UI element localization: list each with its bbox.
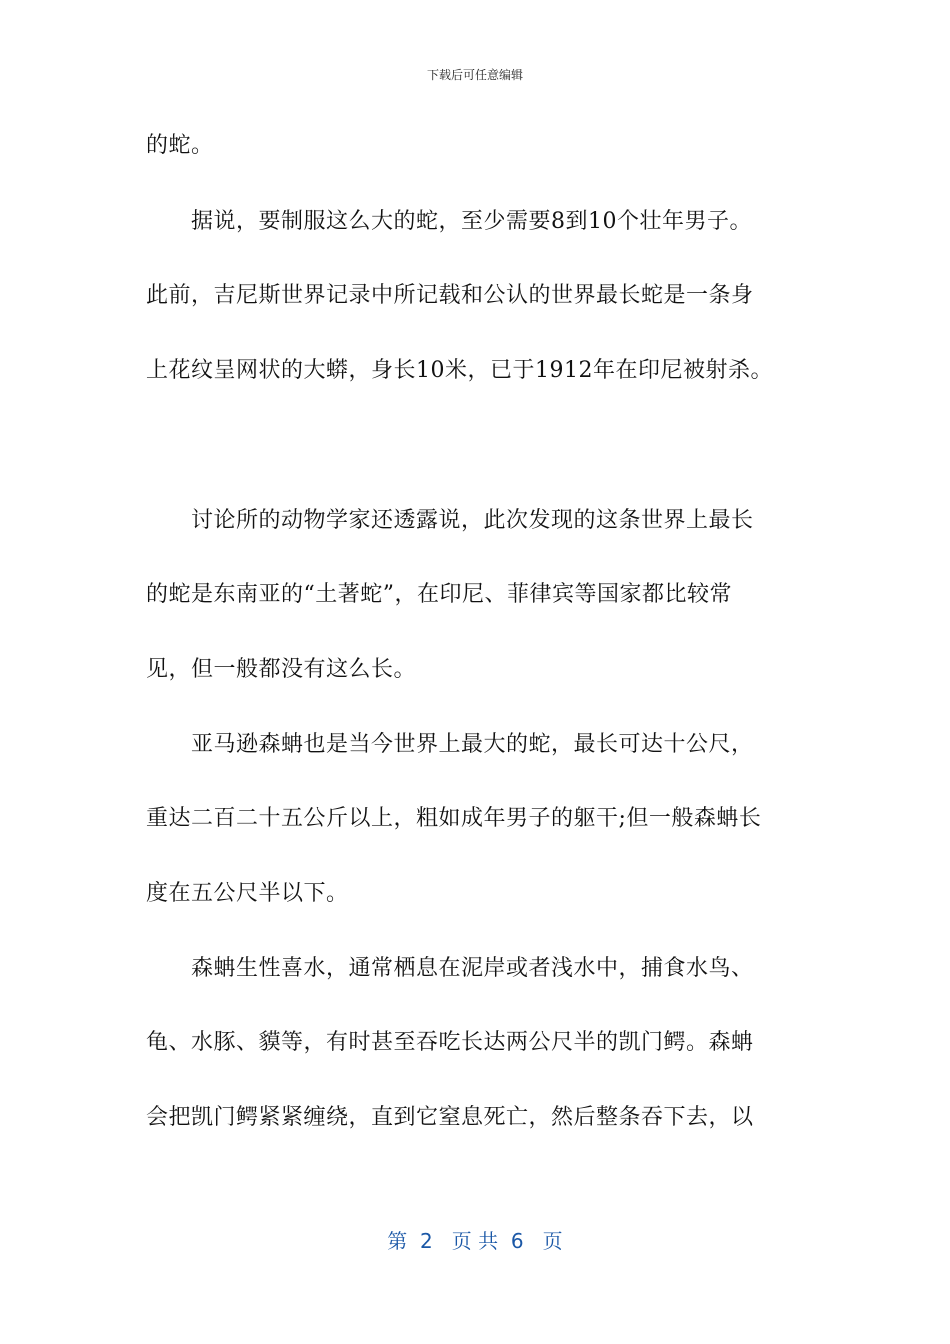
text-line: 亚马逊森蚺也是当今世界上最大的蛇，最长可达十公尺，: [146, 732, 754, 757]
text-line: 的蛇。: [146, 133, 214, 158]
text-line: 重达二百二十五公斤以上，粗如成年男子的躯干;但一般森蚺长: [146, 806, 762, 831]
page-number-footer: 第 2 页 共 6 页: [387, 1229, 563, 1253]
text-line: 见，但一般都没有这么长。: [146, 657, 417, 682]
text-line: 森蚺生性喜水，通常栖息在泥岸或者浅水中，捕食水鸟、: [146, 956, 754, 981]
page-header: 下载后可任意编辑: [426, 68, 523, 82]
text-line: 讨论所的动物学家还透露说，此次发现的这条世界上最长: [146, 508, 754, 533]
text-line: 度在五公尺半以下。: [146, 881, 349, 906]
text-line: 的蛇是东南亚的“土著蛇”，在印尼、菲律宾等国家都比较常: [146, 582, 732, 607]
text-line: 龟、水豚、貘等，有时甚至吞吃长达两公尺半的凯门鳄。森蚺: [146, 1030, 754, 1055]
text-line: 上花纹呈网状的大蟒，身长10米，已于1912年在印尼被射杀。: [146, 358, 773, 383]
text-line: 会把凯门鳄紧紧缠绕，直到它窒息死亡，然后整条吞下去，以: [146, 1105, 754, 1130]
text-line: 据说，要制服这么大的蛇，至少需要8到10个壮年男子。: [146, 209, 752, 234]
text-line: 此前，吉尼斯世界记录中所记载和公认的世界最长蛇是一条身: [146, 283, 754, 308]
